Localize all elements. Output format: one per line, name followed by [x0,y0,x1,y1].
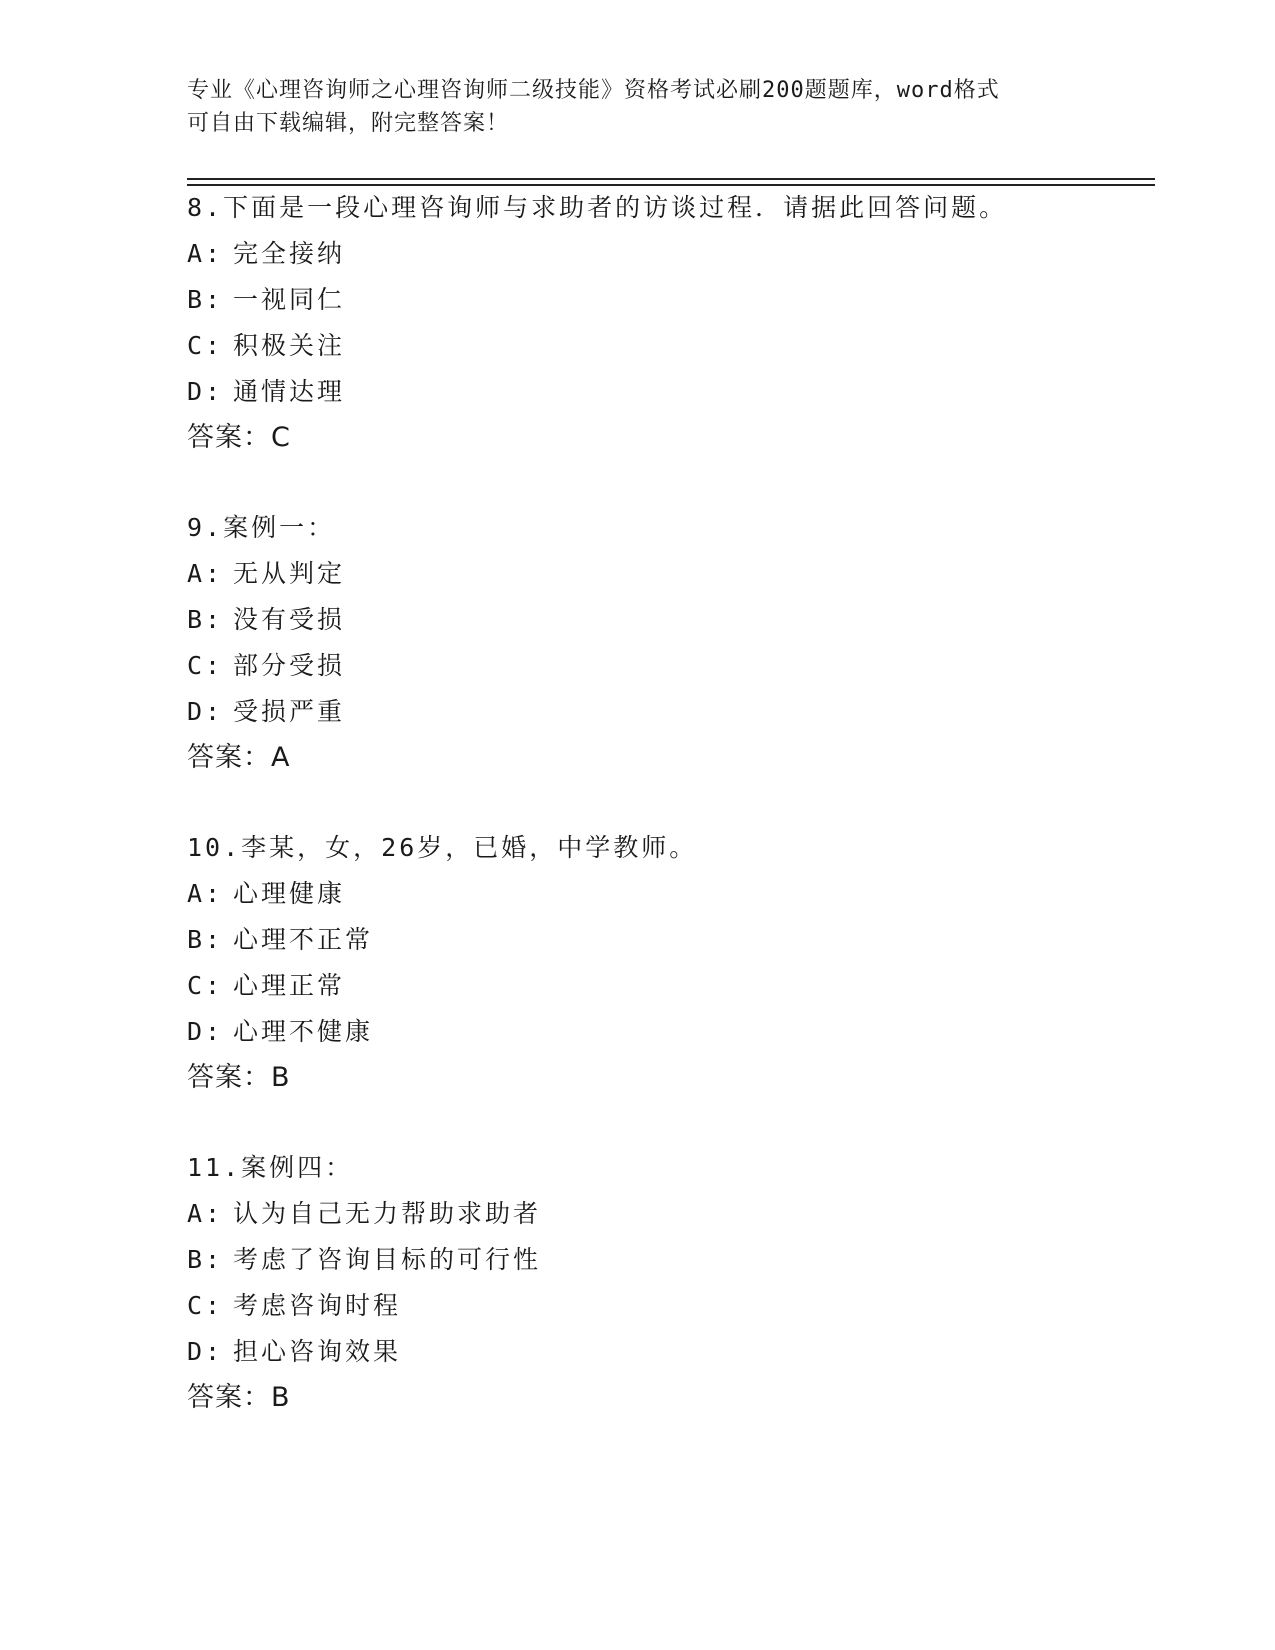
option-text: 无从判定 [233,559,346,588]
option-key: A: [187,239,224,268]
question-block [187,185,1155,461]
answer-line: 答案：B [187,1382,291,1413]
option-text: 心理正常 [233,971,346,1000]
option-key: A: [187,1199,224,1228]
option-text: 通情达理 [233,377,346,406]
option-key: C: [187,1291,224,1320]
option-text: 积极关注 [233,331,346,360]
question-block [187,1145,1155,1421]
option-a [187,871,1155,917]
option-key: B: [187,925,224,954]
option-a [187,551,1155,597]
question-block [187,505,1155,781]
option-a [187,1191,1155,1237]
option-key: C: [187,651,224,680]
question-stem: 9.案例一： [187,513,336,542]
option-key: B: [187,605,224,634]
option-text: 考虑咨询时程 [233,1291,402,1320]
document-header [187,74,1087,140]
option-key: B: [187,1245,224,1274]
option-key: D: [187,697,224,726]
option-a [187,231,1155,277]
option-key: A: [187,559,224,588]
answer-line: 答案：B [187,1062,291,1093]
option-text: 心理健康 [233,879,346,908]
header-line-2: 可自由下载编辑，附完整答案！ [187,111,510,136]
answer-line: 答案：C [187,422,291,453]
question-block [187,825,1155,1101]
option-key: B: [187,285,224,314]
option-d [187,369,1155,415]
answer-line: 答案：A [187,742,291,773]
question-stem: 11.案例四： [187,1153,354,1182]
option-key: D: [187,1337,224,1366]
option-text: 部分受损 [233,651,346,680]
option-key: D: [187,1017,224,1046]
option-key: A: [187,879,224,908]
option-c [187,323,1155,369]
option-key: C: [187,331,224,360]
question-stem: 10.李某，女，26岁，已婚，中学教师。 [187,833,698,862]
question-stem: 8.下面是一段心理咨询师与求助者的访谈过程．请据此回答问题。 [187,193,1008,222]
option-c [187,963,1155,1009]
option-text: 心理不健康 [233,1017,374,1046]
option-key: C: [187,971,224,1000]
option-b [187,1237,1155,1283]
option-c [187,1283,1155,1329]
option-text: 受损严重 [233,697,346,726]
option-d [187,1329,1155,1375]
option-text: 心理不正常 [233,925,374,954]
option-text: 没有受损 [233,605,346,634]
header-line-1: 专业《心理咨询师之心理咨询师二级技能》资格考试必刷200题题库，word格式 [187,78,1000,103]
header-divider-top [187,178,1155,180]
option-b [187,277,1155,323]
option-c [187,643,1155,689]
option-text: 担心咨询效果 [233,1337,402,1366]
option-text: 认为自己无力帮助求助者 [233,1199,542,1228]
option-d [187,1009,1155,1055]
option-text: 一视同仁 [233,285,346,314]
option-d [187,689,1155,735]
option-key: D: [187,377,224,406]
option-b [187,917,1155,963]
option-b [187,597,1155,643]
option-text: 考虑了咨询目标的可行性 [233,1245,542,1274]
option-text: 完全接纳 [233,239,346,268]
